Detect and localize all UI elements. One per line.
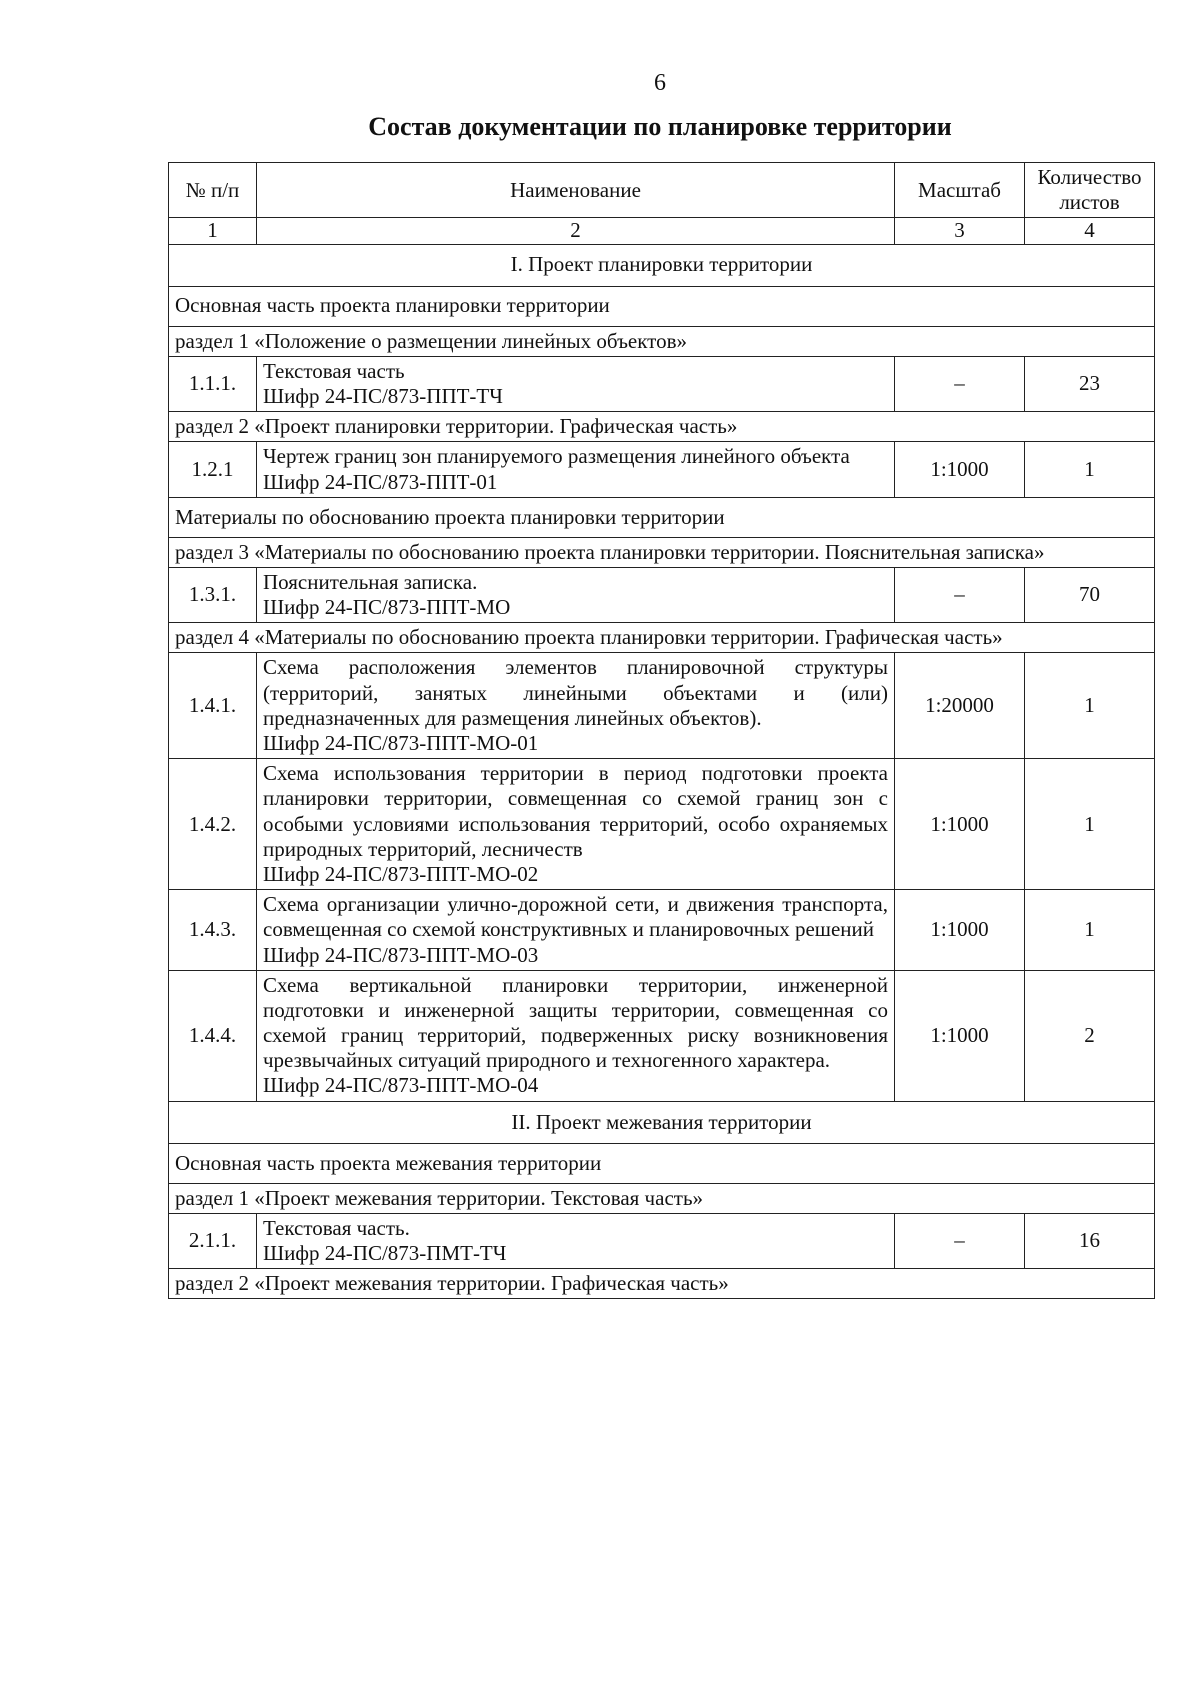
section-row: [169, 1183, 1155, 1213]
header-row: [169, 163, 1155, 218]
table-row: [169, 653, 1155, 759]
part-heading-row: [169, 244, 1155, 286]
header-name: Наименование: [257, 163, 895, 218]
item-name-cell: [257, 653, 895, 759]
item-scale: –: [895, 356, 1025, 411]
item-code: Шифр 24-ПС/873-ППТ-01: [263, 469, 498, 494]
section-title: раздел 2 «Проект межевания территории. Графическая часть»: [169, 1269, 1155, 1299]
item-scale: –: [895, 1213, 1025, 1268]
index-cell: 4: [1025, 218, 1155, 244]
item-number: 1.4.1.: [169, 653, 257, 759]
item-number: 1.4.2.: [169, 759, 257, 890]
table-row: [169, 890, 1155, 971]
item-scale: 1:1000: [895, 890, 1025, 971]
item-code: Шифр 24-ПС/873-ППТ-ТЧ: [263, 383, 503, 408]
table-row: [169, 759, 1155, 890]
section-row: [169, 537, 1155, 567]
item-number: 1.4.4.: [169, 970, 257, 1101]
item-number: 2.1.1.: [169, 1213, 257, 1268]
subheading: Материалы по обоснованию проекта планировки территории: [169, 497, 1155, 537]
documentation-table: [168, 162, 1155, 1299]
item-scale: –: [895, 567, 1025, 622]
table-row: [169, 442, 1155, 497]
index-row: [169, 218, 1155, 244]
item-sheet-count: 23: [1025, 356, 1155, 411]
item-number: 1.2.1: [169, 442, 257, 497]
section-row: [169, 623, 1155, 653]
index-cell: 1: [169, 218, 257, 244]
item-name: Схема использования территории в период подготовки проекта планировки территории, совмещенная со схемой границ зон с особыми условиями использования территорий, особо охраняемых природных территорий, лесничеств: [263, 761, 888, 861]
table-body: [169, 244, 1155, 1299]
item-name-cell: [257, 759, 895, 890]
item-sheet-count: 2: [1025, 970, 1155, 1101]
item-name: Текстовая часть.: [263, 1215, 410, 1240]
section-title: раздел 3 «Материалы по обоснованию проекта планировки территории. Пояснительная записка»: [169, 537, 1155, 567]
subheading-row: [169, 286, 1155, 326]
section-title: раздел 2 «Проект планировки территории. Графическая часть»: [169, 412, 1155, 442]
item-code: Шифр 24-ПС/873-ППТ-МО-01: [263, 731, 539, 755]
header-scale: Масштаб: [895, 163, 1025, 218]
item-name: Чертеж границ зон планируемого размещения линейного объекта: [263, 444, 850, 469]
item-scale: 1:1000: [895, 759, 1025, 890]
item-sheet-count: 1: [1025, 759, 1155, 890]
section-title: раздел 1 «Положение о размещении линейных объектов»: [169, 326, 1155, 356]
item-code: Шифр 24-ПС/873-ПМТ-ТЧ: [263, 1241, 507, 1265]
item-name-cell: [257, 356, 895, 411]
page-number: 6: [654, 70, 666, 96]
table-row: [169, 356, 1155, 411]
item-scale: 1:1000: [895, 970, 1025, 1101]
subheading: Основная часть проекта планировки территории: [169, 286, 1155, 326]
item-name-cell: [257, 1213, 895, 1268]
item-code: Шифр 24-ПС/873-ППТ-МО-03: [263, 942, 539, 967]
part-heading: I. Проект планировки территории: [169, 244, 1155, 286]
item-name-cell: [257, 442, 895, 497]
item-name-cell: [257, 890, 895, 971]
item-sheet-count: 1: [1025, 890, 1155, 971]
item-sheet-count: 1: [1025, 653, 1155, 759]
header-num: № п/п: [169, 163, 257, 218]
section-row: [169, 326, 1155, 356]
section-title: раздел 4 «Материалы по обоснованию проекта планировки территории. Графическая часть»: [169, 623, 1155, 653]
item-name: Текстовая часть: [263, 358, 405, 383]
section-title: раздел 1 «Проект межевания территории. Текстовая часть»: [169, 1183, 1155, 1213]
item-sheet-count: 70: [1025, 567, 1155, 622]
item-code: Шифр 24-ПС/873-ППТ-МО-04: [263, 1073, 539, 1098]
item-name-cell: [257, 970, 895, 1101]
item-number: 1.4.3.: [169, 890, 257, 971]
item-sheet-count: 16: [1025, 1213, 1155, 1268]
part-heading: II. Проект межевания территории: [169, 1101, 1155, 1143]
section-row: [169, 1269, 1155, 1299]
subheading-row: [169, 1143, 1155, 1183]
table-row: [169, 970, 1155, 1101]
item-name: Схема организации улично-дорожной сети, и движения транспорта, совмещенная со схемой конструктивных и планировочных решений: [263, 892, 888, 942]
table-row: [169, 567, 1155, 622]
item-code: Шифр 24-ПС/873-ППТ-МО-02: [263, 861, 539, 886]
item-number: 1.1.1.: [169, 356, 257, 411]
subheading: Основная часть проекта межевания территории: [169, 1143, 1155, 1183]
item-sheet-count: 1: [1025, 442, 1155, 497]
index-cell: 2: [257, 218, 895, 244]
item-scale: 1:1000: [895, 442, 1025, 497]
subheading-row: [169, 497, 1155, 537]
item-name: Пояснительная записка.: [263, 569, 478, 594]
item-number: 1.3.1.: [169, 567, 257, 622]
table-row: [169, 1213, 1155, 1268]
header-count: Количество листов: [1025, 163, 1155, 218]
page-title: Состав документации по планировке территории: [368, 112, 952, 141]
item-name-cell: [257, 567, 895, 622]
index-cell: 3: [895, 218, 1025, 244]
section-row: [169, 412, 1155, 442]
item-name: Схема расположения элементов планировочной структуры (территорий, занятых линейными объектами и (или) предназначенных для размещения линейных объектов).: [263, 655, 888, 730]
part-heading-row: [169, 1101, 1155, 1143]
item-code: Шифр 24-ПС/873-ППТ-МО: [263, 595, 511, 620]
item-scale: 1:20000: [895, 653, 1025, 759]
item-name: Схема вертикальной планировки территории, инженерной подготовки и инженерной защиты территории, совмещенная со схемой границ территорий, подверженных риску возникновения чрезвычайных ситуаций природного и техногенного характера.: [263, 972, 888, 1073]
